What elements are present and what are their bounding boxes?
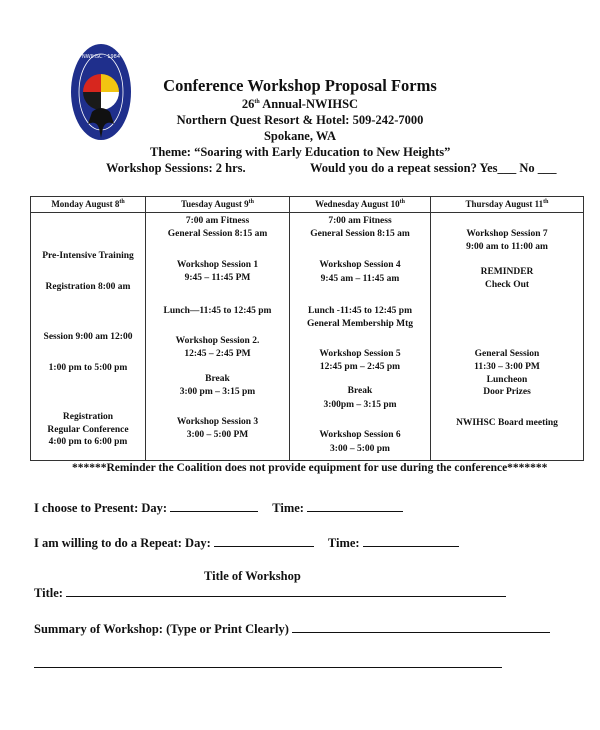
schedule-item: Registration <box>62 412 114 422</box>
schedule-item: General Session 8:15 am <box>310 229 410 239</box>
schedule-item: Break <box>347 386 373 396</box>
schedule-item: Break <box>205 374 230 384</box>
svg-text:NWIHSC · 1984: NWIHSC · 1984 <box>81 54 121 60</box>
schedule-item: 3:00pm – 3:15 pm <box>323 400 397 410</box>
schedule-item: Workshop Session 4 <box>319 260 401 270</box>
repeat-time-label: Time: <box>327 536 360 550</box>
present-label: I choose to Present: Day: <box>34 501 168 515</box>
schedule-item: Lunch -11:45 to 12:45 pm <box>308 306 412 316</box>
summary-row <box>34 621 550 637</box>
schedule-item: 9:00 am to 11:00 am <box>466 242 548 252</box>
schedule-item: Lunch—11:45 to 12:45 pm <box>163 306 272 316</box>
repeat-question: Would you do a repeat session? Yes___ No ___ <box>310 161 557 175</box>
schedule-item: Workshop Session 1 <box>176 260 259 270</box>
schedule-item: 9:45 – 11:45 PM <box>184 273 251 283</box>
title-label: Title: <box>34 586 63 600</box>
day-header-thursday: Thursday August 11th <box>431 197 584 213</box>
schedule-item: REMINDER <box>480 267 534 277</box>
schedule-item: General Session <box>474 349 540 359</box>
schedule-item: Workshop Session 5 <box>319 349 401 359</box>
nwihsc-logo <box>70 42 132 150</box>
summary-field-line-2[interactable] <box>34 656 502 668</box>
venue-line: Northern Quest Resort & Hotel: 509-242-7000 <box>176 113 424 127</box>
schedule-item: Workshop Session 2. <box>175 336 260 346</box>
repeat-time-field[interactable] <box>363 535 459 547</box>
title-row <box>34 585 506 601</box>
equipment-reminder: ******Reminder the Coalition does not provide equipment for use during the conference******* <box>72 462 548 474</box>
annual-line: 26th Annual-NWIHSC <box>241 97 359 111</box>
tuesday-cell <box>146 213 290 461</box>
page-title: Conference Workshop Proposal Forms <box>163 76 437 95</box>
schedule-item: 12:45 pm – 2:45 pm <box>319 362 401 372</box>
schedule-item: Luncheon <box>486 375 528 385</box>
sessions-length: Workshop Sessions: 2 hrs. <box>106 161 246 175</box>
monday-cell <box>31 213 146 461</box>
thursday-cell <box>431 213 584 461</box>
schedule-item: 11:30 – 3:00 PM <box>474 362 540 372</box>
schedule-item: 7:00 am Fitness <box>185 216 250 226</box>
schedule-header-row <box>31 197 584 213</box>
summary-field[interactable] <box>292 621 550 633</box>
schedule-item: Door Prizes <box>483 387 531 397</box>
title-field[interactable] <box>66 585 506 597</box>
schedule-item: Regular Conference <box>47 425 129 435</box>
present-time-label: Time: <box>272 501 304 515</box>
schedule-item: General Membership Mtg <box>306 319 414 329</box>
schedule-item: 3:00 – 5:00 PM <box>186 430 249 440</box>
present-time-field[interactable] <box>307 500 403 512</box>
schedule-table <box>30 196 584 461</box>
day-header-tuesday: Tuesday August 9th <box>146 197 290 213</box>
schedule-item: Workshop Session 6 <box>319 430 401 440</box>
schedule-item: 12:45 – 2:45 PM <box>184 349 251 359</box>
schedule-body-row <box>31 213 584 461</box>
title-heading: Title of Workshop <box>204 569 301 583</box>
schedule-item: Workshop Session 3 <box>176 417 259 427</box>
repeat-label: I am willing to do a Repeat: Day: <box>34 536 211 550</box>
schedule-item: 1:00 pm to 5:00 pm <box>48 363 128 373</box>
schedule-item: Registration 8:00 am <box>45 282 131 292</box>
schedule-item: General Session 8:15 am <box>167 229 268 239</box>
schedule-item: 7:00 am Fitness <box>328 216 392 226</box>
repeat-day-field[interactable] <box>214 535 314 547</box>
schedule-item: 3:00 – 5:00 pm <box>330 444 390 454</box>
city-line: Spokane, WA <box>263 129 337 143</box>
schedule-item: NWIHSC Board meeting <box>456 418 558 428</box>
day-header-wednesday: Wednesday August 10th <box>290 197 431 213</box>
schedule-item: 3:00 pm – 3:15 pm <box>179 387 256 397</box>
schedule-item: Session 9:00 am 12:00 <box>43 332 133 342</box>
repeat-row <box>34 535 459 551</box>
theme-line: Theme: “Soaring with Early Education to New Heights” <box>150 145 451 159</box>
summary-label: Summary of Workshop: (Type or Print Clearly) <box>34 622 289 636</box>
wednesday-cell <box>290 213 431 461</box>
schedule-item: 4:00 pm to 6:00 pm <box>48 437 128 447</box>
schedule-item: Check Out <box>484 280 530 290</box>
present-row <box>34 500 403 516</box>
schedule-item: 9:45 am – 11:45 am <box>320 274 400 284</box>
schedule-item: Pre-Intensive Training <box>42 251 134 261</box>
present-day-field[interactable] <box>170 500 258 512</box>
day-header-monday: Monday August 8th <box>31 197 146 213</box>
schedule-item: Workshop Session 7 <box>466 229 548 239</box>
